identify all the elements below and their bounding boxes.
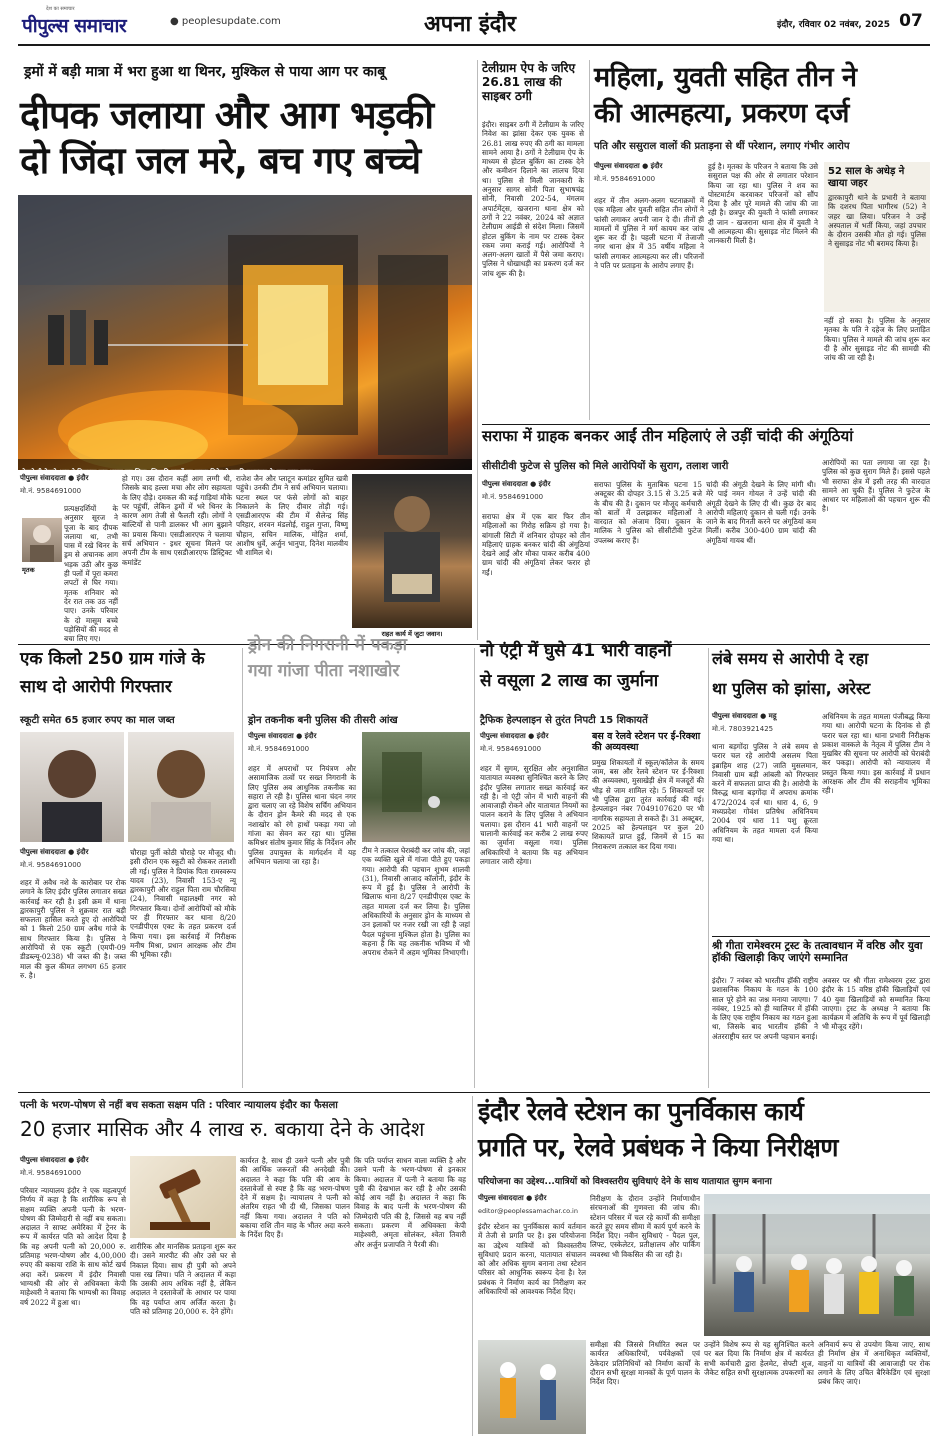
story3-side-box xyxy=(824,162,930,312)
railway-inspection-illustration xyxy=(704,1194,930,1336)
logo xyxy=(22,8,192,42)
avatar-icon xyxy=(128,732,234,842)
story8-body-col2: अधिनियम के तहत मामला पंजीबद्ध किया गया था। आरोपी घटना के दिनांक से ही फरार चल रहा था। थाना प्रभारी निरीक्षक प्रकाश वास्कले के नेतृत्व में पुलिस टीम ने मुखबिर की सूचना पर आरोपी को घेराबंदी कर पकड़ा। आरोपी को न्यायालय में प्रस्तुत किया गया। इस कार्रवाई में प्रधान आरक्षक और टीम की सराहनीय भूमिका रही। xyxy=(822,712,930,796)
story5-byline-name: पीपुल्स संवाददाता xyxy=(20,848,66,856)
story5-deck: स्कूटी समेत 65 हजार रुपए का माल जब्त xyxy=(20,715,175,726)
story8-mobile: मो.नं. 7803921425 xyxy=(712,725,774,733)
story10-body-col4: कि पति पर्याप्त साधन वाला व्यक्ति है और उसने पत्नी के भरण-पोषण से इनकार किया। अदालत में पत्नी ने बताया कि वह पुत्री की देखभाल कर रही है और उसकी कोई आय नहीं है। अदालत ने कहा कि विवाह के बाद पत्नी के भरण-पोषण की जिम्मेदारी पति की है, जिससे वह बच नहीं सकता। प्रकरण में अधिवक्ता केपी माहेश्वरी, अमृता सोलंकर, श्वेता तिवारी और अर्जुन प्रजापति ने पैरवी की। xyxy=(354,1156,466,1249)
story11-body-col2: निरीक्षण के दौरान उन्होंने निर्माणाधीन संरचनाओं की गुणवत्ता की जांच की। स्टेशन परिसर में चल रहे कार्यों की समीक्षा करते हुए समय सीमा में कार्य पूर्ण करने के निर्देश दिए। नवीन सुविधाएं - पैदल पुल, लिफ्ट, एस्केलेटर, प्रतीक्षालय और पार्किंग व्यवस्था भी विकसित की जा रही है। xyxy=(590,1194,700,1259)
story4-byline-block xyxy=(482,480,592,506)
divider xyxy=(708,648,709,1088)
logo-text: पीपुल्स समाचार xyxy=(22,15,127,37)
story10-headline: 20 हजार मासिक और 4 लाख रु. बकाया देने के आदेश xyxy=(20,1117,425,1141)
story5-accused1-photo xyxy=(20,732,124,842)
story2-headline: टेलीग्राम ऐप के जरिए 26.81 लाख की साइबर ठगी xyxy=(482,61,576,103)
story1-byline: पीपुल्स संवाददाता ● इंदौर xyxy=(20,474,89,482)
story7-body-col1: शहर में सुगम, सुरक्षित और अनुशासित यातायात व्यवस्था सुनिश्चित करने के लिए इंदौर पुलिस लगातार सख्त कार्रवाई कर रही है। नो एंट्री जोन में भारी वाहनों की आवाजाही रोकने और यातायात नियमों का पालन कराने के लिए पुलिस ने अभियान चलाया। इस दौरान 41 भारी वाहनों पर चालानी कार्रवाई कर करीब 2 लाख रुपए का जुर्माना वसूला गया। पुलिस अधिकारियों ने बताया कि यह अभियान लगातार जारी रहेगा। xyxy=(480,764,588,866)
page-number: 07 xyxy=(899,11,923,31)
story2-body: इंदौर। साइबर ठगी में टेलीग्राम के जरिए निवेश का झांसा देकर एक युवक से 26.81 लाख रुपए की ठगी का मामला सामने आया है। ठगों ने टेलीग्राम ऐप के माध्यम से होटल बुकिंग का टास्क देने और कमीशन दिलाने का लालच दिया था। पुलिस से मिली जानकारी के अनुसार सागर सोनी पिता सुभाषचंद्र सोनी, निवासी 202-54, मंगलम अपार्टमेंट्स, खजराना थाना क्षेत्र को ठगों ने 22 नवंबर, 2024 को अज्ञात टेलीग्राम आईडी से संदेश मिला। जिसमें होटल बुकिंग के नाम पर टास्क देकर रकम जमा कराई गई। आरोपियों ने अलग-अलग खातों में पैसे जमा कराए। पुलिस ने धोखाधड़ी का प्रकरण दर्ज कर जांच शुरू की है। xyxy=(482,120,584,278)
story4-body-col3: चांदी की अंगूठी देखने के लिए मांगी थी। मेरे पाई नमन गोयल ने उन्हें चांदी की अंगूठी देखने के लिए दी थी। कुछ देर बाद आरोपी महिलाएं दुकान से चली गईं। उनके जाने के बाद गिनती करने पर अंगूठियां कम मिलीं। करीब 300-400 ग्राम चांदी की अंगूठियां गायब थीं। xyxy=(706,480,816,545)
story1-byline-name: पीपुल्स संवाददाता xyxy=(20,474,66,482)
story4-headline: सराफा में ग्राहक बनकर आईं तीन महिलाएं ले उड़ीं चांदी की अंगूठियां xyxy=(482,427,854,445)
story5-mobile: मो.नं. 9584691000 xyxy=(20,861,82,869)
story1-headline-l2: दो जिंदा जल मरे, बच गए बच्चे xyxy=(20,139,421,182)
story6-mobile: मो.नं. 9584691000 xyxy=(248,745,310,753)
story6-deck: ड्रोन तकनीक बनी पुलिस की तीसरी आंख xyxy=(248,715,398,726)
story1-victim-label: मृतक xyxy=(22,566,35,574)
story6-body-col2: टीम ने तत्काल घेराबंदी कर जांच की, जहां एक व्यक्ति खुले में गांजा पीते हुए पकड़ा गया। आरोपी की पहचान शुभम शालवी (31), निवासी आजाद कॉलोनी, इंदौर के रूप में हुई है। पुलिस ने आरोपी के खिलाफ थाना 8/27 एनडीपीएस एक्ट के तहत मामला दर्ज कर लिया है। पुलिस अधिकारियों के अनुसार ड्रोन के माध्यम से उन इलाकों पर नजर रखी जा रही है जहां पैदल पहुंचना मुश्किल होता है। पुलिस का कहना है कि यह तकनीक भविष्य में भी अपराध रोकने में अहम भूमिका निभाएगी। xyxy=(362,846,470,958)
story5-body-col2: चौराहा पुर्ती कोठी चौराहे पर मौजूद थी। इसी दौरान एक स्कूटी को रोककर तलाशी ली गई। पुलिस ने प्रियांक पिता रामस्वरूप यादव (23), निवासी 153-ए न्यू द्वारकापुरी और राहुल पिता राम चौरसिया (24), निवासी महालक्ष्मी नगर को गिरफ्तार किया। दोनों आरोपियों को मौके पर ही गिरफ्तार कर थाना 8/20 एनडीपीएस एक्ट के तहत प्रकरण दर्ज किया गया। इस कार्रवाई में निरीक्षक मनीष मिश्रा, प्रधान आरक्षक और टीम की भूमिका रही। xyxy=(130,848,236,960)
section-rule xyxy=(18,1092,930,1093)
story11-body-col1: इंदौर स्टेशन का पुनर्विकास कार्य वर्तमान में तेजी से प्रगति पर है। इस परियोजना का उद्देश्य यात्रियों को विश्वस्तरीय सुविधाएं प्रदान करना, यातायात संचालन को और अधिक सुगम बनाना तथा स्टेशन परिसर को आधुनिक स्वरूप देना है। रेल प्रबंधक ने निर्माण कार्य का निरीक्षण कर अधिकारियों को आवश्यक निर्देश दिए। xyxy=(478,1222,586,1297)
story11-byline-city: इंदौर xyxy=(534,1194,547,1202)
story10-mobile: मो.नं. 9584691000 xyxy=(20,1169,82,1177)
story9-headline: श्री गीता रामेश्वरम ट्रस्ट के तत्वावधान में वरिष्ठ और युवा हॉकी खिलाड़ी किए जाएंगे सम्मानित xyxy=(712,940,923,965)
divider xyxy=(242,648,243,1088)
story3-byline: पीपुल्स संवाददाता ● इंदौर xyxy=(594,162,663,170)
story11-byline-block xyxy=(478,1194,588,1220)
story5-byline-city: इंदौर xyxy=(76,848,89,856)
site-url[interactable] xyxy=(170,16,300,32)
section-title xyxy=(400,8,540,42)
avatar-icon xyxy=(20,732,124,842)
story5-accused2-photo xyxy=(128,732,234,842)
story10-byline-block xyxy=(20,1156,130,1182)
story6-byline-block xyxy=(248,732,358,758)
story5-headline-l2: साथ दो आरोपी गिरफ्तार xyxy=(20,677,172,697)
story7-headline-l2: से वसूला 2 लाख का जुर्माना xyxy=(480,671,659,691)
section-rule xyxy=(18,644,930,645)
story4-byline: पीपुल्स संवाददाता ● इंदौर xyxy=(482,480,551,488)
story7-mobile: मो.नं. 9584691000 xyxy=(480,745,542,753)
story6-byline-city: इंदौर xyxy=(304,732,317,740)
divider xyxy=(482,424,930,425)
story7-box-body: प्रमुख शिकायतों में स्कूल/कॉलेज के समय जाम, बस और रेलवे स्टेशन पर ई-रिक्शा की अव्यवस्था, मुसाखेड़ी क्षेत्र में मजदूरों की भीड़ से जाम शामिल रहे। 5 शिकायतों पर भी पुलिस द्वारा तुरंत कार्रवाई की गई। हेल्पलाइन नंबर 7049107620 पर भी नागरिक सहायता ले सकते हैं। 31 अक्टूबर, 2025 को हेल्पलाइन पर कुल 20 शिकायतें प्राप्त हुईं, जिनमें से 15 का निराकरण तत्काल कर दिया गया। xyxy=(592,757,704,851)
story10-body-col1: परिवार न्यायालय इंदौर ने एक महत्वपूर्ण निर्णय में कहा है कि शारीरिक रूप से सक्षम व्यक्ति अपनी पत्नी के भरण-पोषण की जिम्मेदारी से नहीं बच सकता। अदालत ने साफ्ट अमेरिका में ट्रेनर के रूप में कार्यरत पति को आदेश दिया है कि वह अपनी पत्नी को 20,000 रु. प्रतिमाह भरण-पोषण और 4,00,000 रुपए की बकाया राशि के साथ कोर्ट खर्च अदा करें। प्रकरण में इंदौर निवासी भाग्यश्री की ओर से अधिवक्ता केपी माहेश्वरी ने बताया कि भाग्यश्री का विवाह वर्ष 2022 में हुआ था। xyxy=(20,1186,126,1307)
story1-fire-photo xyxy=(18,195,472,476)
story11-caption-left: समीक्षा की जिससे निर्धारित स्थल पर कार्यरत अधिकारियों, पर्यवेक्षकों एवं ठेकेदार प्रतिनिधियों को निर्माण कार्यों के दौरान सभी सुरक्षा मानकों के पूर्ण पालन के निर्देश दिए। xyxy=(590,1340,700,1387)
story5-headline-l1: एक किलो 250 ग्राम गांजे के xyxy=(20,649,205,669)
section-title-text: अपना इंदौर xyxy=(423,12,517,37)
story11-photo-workers xyxy=(478,1340,586,1434)
divider xyxy=(477,60,478,640)
story1-rescue-photo xyxy=(352,474,472,628)
story1-inset-caption: राहत कार्य में जुटा जवान। xyxy=(381,630,443,638)
story1-body-col3: राजेश जैन और प्लाटून कमांडर सुमित खत्री पहुंचे। उनकी टीम ने सर्च अभियान चलाया। घटना स्थल पर फंसे लोगों को बाहर निकालने के लिए दीवार तोड़ी गई। एसडीआरएफ की टीम में सैलेन्द्र सिंह परिहार, शरवन मंडलोई, राहुल गुप्ता, विष्णु चौहान, सचिन मालिक, मोहित शर्मा, आशीष धुर्वे, अर्जुन भानुपा, दिनेश मालवीय भी शामिल थे। xyxy=(236,474,348,558)
story11-deck: परियोजना का उद्देश्य...यात्रियों को विश्वस्तरीय सुविधाएं देने के साथ यातायात सुगम बनाना xyxy=(478,1177,772,1187)
story11-headline-l1: इंदौर रेलवे स्टेशन का पुनर्विकास कार्य xyxy=(478,1097,804,1126)
story4-body-col2: सराफा पुलिस के मुताबिक घटना 15 अक्टूबर की दोपहर 3.15 से 3.25 बजे के बीच की है। दुकान पर मौजूद कर्मचारी को बातों में उलझाकर महिलाओं ने वारदात को अंजाम दिया। दुकान के मालिक ने पुलिस को सीसीटीवी फुटेज उपलब्ध कराए हैं। xyxy=(594,480,702,545)
story7-byline: पीपुल्स संवाददाता ● इंदौर xyxy=(480,732,549,740)
story9-body-col1: इंदौर। 7 नवंबर को भारतीय हॉकी राष्ट्रीय प्रशासनिक निकाय के गठन के 100 साल पूरे होने का जश्न मनाया जाएगा। 7 नवंबर, 1925 को ही ग्वालियर में हॉकी के लिए एक राष्ट्रीय निकाय का गठन हुआ था, जिसके बाद भारतीय हॉकी ने अंतरराष्ट्रीय स्तर पर अपनी पहचान बनाई। xyxy=(712,976,818,1041)
divider xyxy=(712,936,930,937)
story7-byline-city: इंदौर xyxy=(536,732,549,740)
story3-headline-l2: की आत्महत्या, प्रकरण दर्ज xyxy=(594,98,849,129)
story5-body-col1: शहर में अवैध नशे के कारोबार पर रोक लगाने के लिए इंदौर पुलिस लगातार सख्त कार्रवाई कर रही है। इसी क्रम में थाना द्वारकापुरी पुलिस ने शुक्रवार रात बड़ी सफलता हासिल करते हुए दो आरोपियों को 1 किलो 250 ग्राम अवैध गांजे के साथ गिरफ्तार किया है। पुलिस ने आरोपियों से एक स्कूटी (एमपी-09 डीडब्ल्यू-0238) भी जब्त की है। जब्त माल की कुल कीमत लगभग 65 हजार रु. है। xyxy=(20,878,126,980)
story10-kicker: पत्नी के भरण-पोषण से नहीं बच सकता सक्षम पति : परिवार न्यायालय इंदौर का फैसला xyxy=(20,1100,338,1111)
story6-headline-l2: गया गांजा पीता नशाखोर xyxy=(248,661,400,681)
story3-body-col2: हुई है। मृतका के परिजन ने बताया कि उसे ससुराल पक्ष की ओर से लगातार परेशान किया जा रहा था। पुलिस ने शव का पोस्टमार्टम करवाकर परिजनों को सौंप दिया है और पूरे मामले की जांच की जा रही है। छत्रपुर की युवती ने फांसी लगाकर दी जान - खजराना थाना क्षेत्र में युवती ने भी आत्महत्या की। सुसाइड नोट मिलने की जानकारी मिली है। xyxy=(708,162,818,246)
story4-body-col4: आरोपियों का पता लगाया जा रहा है। पुलिस को कुछ सुराग मिले हैं। इससे पहले भी सराफा क्षेत्र में इसी तरह की वारदात सामने आ चुकी हैं। पुलिस ने फुटेज के आधार पर महिलाओं की पहचान शुरू की है। xyxy=(822,458,930,514)
story10-gavel-photo xyxy=(130,1156,236,1238)
story10-byline-city: इंदौर xyxy=(76,1156,89,1164)
story1-mobile: मो.नं. 9584691000 xyxy=(20,487,82,495)
masthead xyxy=(0,0,945,56)
divider xyxy=(589,60,590,420)
story1-headline-l1: दीपक जलाया और आग भड़की xyxy=(20,93,434,137)
story3-headline-l1: महिला, युवती सहित तीन ने xyxy=(594,62,857,93)
story10-body-col3: कार्यरत है, साथ ही उसने पत्नी और पुत्री की आर्थिक जरूरतों की अनदेखी की। अदालत ने कहा कि पति की आय के दस्तावेजों से स्पष्ट है कि वह भरण-पोषण देने में सक्षम है। न्यायालय ने पत्नी को अंतरिम राहत भी दी थी, जिसका पालन नहीं किया गया। अदालत ने पति को बकाया राशि तीन माह के भीतर अदा करने के निर्देश दिए हैं। xyxy=(240,1156,350,1240)
globe-icon: ● xyxy=(170,16,179,27)
story6-byline-name: पीपुल्स संवाददाता xyxy=(248,732,294,740)
story5-byline-block xyxy=(20,848,130,874)
story8-headline-l2: था पुलिस को झांसा, अरेस्ट xyxy=(712,679,871,698)
fire-scene-illustration xyxy=(18,195,472,470)
story7-headline-l1: नो एंट्री में घुसे 41 भारी वाहनों xyxy=(480,641,672,661)
story11-byline: पीपुल्स संवाददाता ● इंदौर xyxy=(478,1194,547,1202)
story8-body-col1: थाना बड़गोंदा पुलिस ने लंबे समय से फरार चल रहे आरोपी असलम पिता इब्राहिम शाह (27) जाति मुसलमान, निवासी ग्राम बड़ी आंबली को गिरफ्तार करने में सफलता प्राप्त की है। आरोपी के विरुद्ध थाना बड़गोंदा में अपराध क्रमांक 472/2024 दर्ज था। धारा 4, 6, 9 मध्यप्रदेश गोवंश प्रतिषेध अधिनियम 2004 एवं धारा 11 पशु क्रूरता अधिनियम के तहत मामला दर्ज किया गया था। xyxy=(712,742,818,844)
story6-byline: पीपुल्स संवाददाता ● इंदौर xyxy=(248,732,317,740)
rescue-worker-illustration xyxy=(352,474,472,628)
story3-side-headline: 52 साल के अधेड़ ने खाया जहर xyxy=(828,166,905,189)
story8-byline-city: महू xyxy=(768,712,777,720)
story6-body-col1: शहर में अपराधों पर नियंत्रण और असामाजिक तत्वों पर सख्त निगरानी के लिए पुलिस अब आधुनिक तकनीक का सहारा ले रही है। पुलिस थाना चंदन नगर द्वारा चलाए जा रहे विशेष सर्चिंग अभियान के दौरान ड्रोन कैमरे की मदद से एक नशाखोर को रंगे हाथों पकड़ा गया जो गांजा का सेवन कर रहा था। पुलिस कमिश्नर संतोष कुमार सिंह के निर्देशन और पुलिस उपायुक्त के मार्गदर्शन में यह अभियान चलाया जा रहा है। xyxy=(248,764,356,866)
story11-caption-mid: उन्होंने विशेष रूप से यह सुनिश्चित करने पर बल दिया कि निर्माण क्षेत्र में कार्यरत सभी कर्मचारी द्वारा हेलमेट, सेफ्टी शूज, जैकेट सहित सभी सुरक्षात्मक उपकरणों का xyxy=(704,1340,814,1377)
story1-photo-caption-text: देखते ही देखते आग ने विकराल रूप धारण कर लिया, जिसकी लपटों पर फायर ब्रिगेड ने काफी मशक्कत के बाद काबू पाया। xyxy=(22,468,314,476)
story1-byline-city: इंदौर xyxy=(76,474,89,482)
story6-drone-photo xyxy=(362,732,470,842)
masthead-rule xyxy=(18,44,930,46)
story7-deck: ट्रैफिक हेल्पलाइन से तुरंत निपटी 15 शिकायतें xyxy=(480,715,648,726)
story3-body-col1: शहर में तीन अलग-अलग घटनाक्रमों में एक महिला और युवती सहित तीन लोगों ने फांसी लगाकर अपनी जान दे दी। तीनों ही मामलों में पुलिस ने मर्ग कायम कर जांच शुरू कर दी है। पहली घटना में तेजाजी नगर थाना क्षेत्र में 35 वर्षीय महिला ने फांसी लगाकर आत्महत्या कर ली। परिजनों ने पति पर प्रताड़ना के आरोप लगाए हैं। xyxy=(594,196,704,271)
story9-body-col2: अवसर पर श्री गीता रामेश्वरम ट्रस्ट द्वारा इंदौर के 15 वरिष्ठ हॉकी खिलाड़ियों एवं 40 युवा खिलाड़ियों को सम्मानित किया जाएगा। ट्रस्ट के अध्यक्ष ने बताया कि कार्यक्रम में अतिथि के रूप में पूर्व खिलाड़ी भी मौजूद रहेंगे। xyxy=(822,976,930,1032)
story11-byline-name: पीपुल्स संवाददाता xyxy=(478,1194,524,1202)
story7-sidebar-box xyxy=(592,732,704,1086)
story3-byline-block xyxy=(594,162,704,190)
workers-illustration xyxy=(478,1340,586,1434)
story3-byline-city: इंदौर xyxy=(650,162,663,170)
story10-byline-name: पीपुल्स संवाददाता xyxy=(20,1156,66,1164)
story11-email[interactable]: editor@peoplessamachar.co.in xyxy=(478,1207,578,1215)
story3-mobile: मो.नं. 9584691000 xyxy=(594,175,656,183)
story3-body-col4: नहीं हो सका है। पुलिस के अनुसार मृतका के पति ने दहेज के लिए प्रताड़ित किया। पुलिस ने मामले की जांच शुरू कर दी है और सुसाइड नोट की सामग्री की जांच की जा रही है। xyxy=(824,316,930,363)
story8-byline: पीपुल्स संवाददाता ● महू xyxy=(712,712,777,720)
story10-byline: पीपुल्स संवाददाता ● इंदौर xyxy=(20,1156,89,1164)
story3-side-body: द्वारकापुरी थाने के प्रभारी ने बताया कि दशरथ पिता भागीरथ (52) ने जहर खा लिया। परिजन ने उन्हें अस्पताल में भर्ती किया, जहां उपचार के दौरान उसकी मौत हो गई। पुलिस ने सुसाइड नोट भी बरामद किया है। xyxy=(828,193,926,249)
story4-mobile: मो.नं. 9584691000 xyxy=(482,493,544,501)
divider xyxy=(472,1096,473,1436)
dateline: इंदौर, रविवार 02 नवंबर, 2025 xyxy=(776,20,890,30)
logo-tag: देश का समाचार xyxy=(46,6,75,12)
story8-byline-block xyxy=(712,712,822,738)
story1-body-col1: प्रत्यक्षदर्शियों के अनुसार सूरज ने पूजा के बाद दीपक जलाया था, तभी पास में रखे थिनर के ड्रम से अचानक आग भड़क उठी और कुछ ही पलों में पूरा कमरा लपटों से घिर गया। मृतक शनिवार को देर रात तक उठ नहीं पाए। उनके परिवार के दो मासूम बच्चे पड़ोसियों की मदद से बचा लिए गए। xyxy=(64,504,118,644)
story8-byline-name: पीपुल्स संवाददाता xyxy=(712,712,758,720)
story11-site-photo xyxy=(704,1194,930,1336)
story6-headline-l1: ड्रोन की निगरानी में पकड़ा xyxy=(248,635,408,655)
story4-byline-city: इंदौर xyxy=(538,480,551,488)
story3-byline-name: पीपुल्स संवाददाता xyxy=(594,162,640,170)
story8-headline-l1: लंबे समय से आरोपी दे रहा xyxy=(712,649,869,668)
story4-body-col1: सराफा क्षेत्र में एक बार फिर तीन महिलाओं का गिरोह सक्रिय हो गया है। बांगाली सिटी में शनिवार दोपहर को तीन महिलाएं ग्राहक बनकर चांदी की अंगूठियां देखने आईं और मौका पाकर करीब 400 ग्राम चांदी की अंगूठियां लेकर फरार हो गईं। xyxy=(482,512,590,577)
story11-caption-right: अनिवार्य रूप से उपयोग किया जाए, साथ ही निर्माण क्षेत्र में अनाधिकृत व्यक्तियों, वाहनों या यात्रियों की आवाजाही पर रोक लगाने के लिए उचित बैरिकेडिंग एवं सुरक्षा प्रबंध किए जाएं। xyxy=(818,1340,930,1387)
story1-byline-block xyxy=(20,474,120,502)
story11-headline-l2: प्रगति पर, रेलवे प्रबंधक ने किया निरीक्षण xyxy=(478,1133,838,1162)
story1-photo-caption xyxy=(18,459,472,476)
story4-byline-name: पीपुल्स संवाददाता xyxy=(482,480,528,488)
site-url-text: peoplesupdate.com xyxy=(181,16,281,27)
story1-body-col2: हो गए। उस दौरान कहीं आग लग्गी थी, जिसके बाद हल्ला मचा और लोग सहायता के लिए दौड़े। दमकल की कई गाड़ियां मौके पर पहुंचीं, लेकिन ड्रमों में भरे थिनर के कारण आग तेजी से फैलती रही। लोगों ने बाल्टियों से पानी डालकर भी आग बुझाने का प्रयास किया। एसडीआरएफ ने चलाया सर्च अभियान - इधर सूचना मिलने पर अपनी टीम के साथ एसडीआरएफ डिस्ट्रिक्ट कमांडेंट xyxy=(122,474,232,567)
story1-kicker: ड्रमों में बड़ी मात्रा में भरा हुआ था थिनर, मुश्किल से पाया आग पर काबू xyxy=(24,64,386,80)
story10-body-col2: शारीरिक और मानसिक प्रताड़ना शुरू कर दी। उसने मारपीट की और उसे घर से निकाल दिया। साथ ही पुत्री को अपने पास रख लिया। पति ने अदालत में कहा कि उसकी आय अधिक नहीं है, लेकिन अदालत ने दस्तावेजों के आधार पर पाया कि वह पर्याप्त आय अर्जित करता है। पति को प्रतिमाह 20,000 रु. देने होंगे। xyxy=(130,1242,236,1317)
story3-deck: पति और ससुराल वालों की प्रताड़ना से थीं परेशान, लगाए गंभीर आरोप xyxy=(594,141,850,152)
drone-view-illustration xyxy=(362,732,470,842)
story7-byline-block xyxy=(480,732,590,758)
divider xyxy=(474,648,475,1088)
story7-box-title: बस व रेलवे स्टेशन पर ई-रिक्शा की अव्यवस्था xyxy=(592,731,701,753)
gavel-icon xyxy=(130,1156,236,1238)
story4-deck: सीसीटीवी फुटेज से पुलिस को मिले आरोपियों के सुराग, तलाश जारी xyxy=(482,461,729,472)
story5-byline: पीपुल्स संवाददाता ● इंदौर xyxy=(20,848,89,856)
story7-byline-name: पीपुल्स संवाददाता xyxy=(480,732,526,740)
